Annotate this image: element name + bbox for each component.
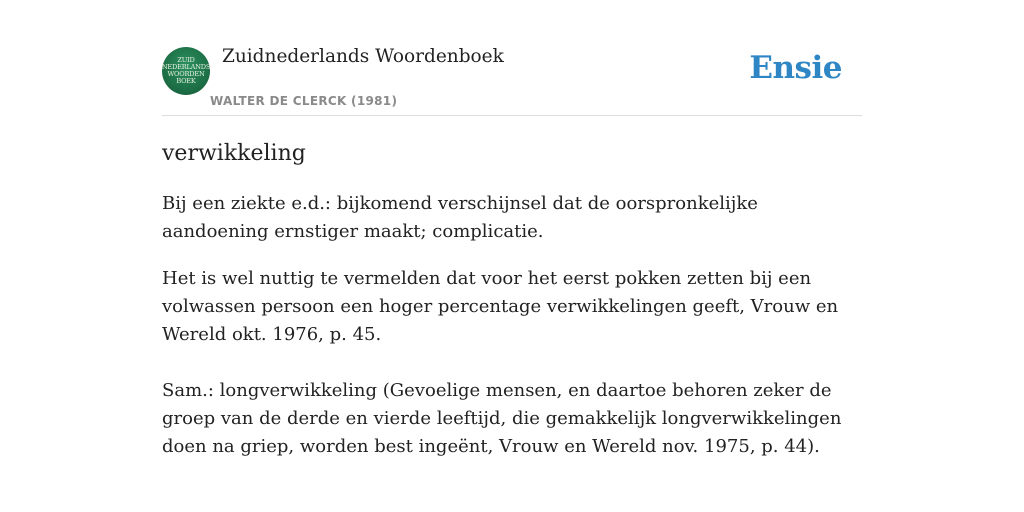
dictionary-header <box>162 46 862 116</box>
logo-line-2: NEDERLANDS <box>162 63 210 71</box>
dictionary-logo[interactable] <box>162 47 210 95</box>
ensie-brand-link[interactable]: Ensie <box>749 50 842 86</box>
logo-line-3: WOORDEN <box>167 70 205 78</box>
dictionary-author: WALTER DE CLERCK (1981) <box>210 94 398 108</box>
entry-headword: verwikkeling <box>162 141 306 166</box>
logo-line-1: ZUID <box>177 56 195 64</box>
entry-definition: Bij een ziekte e.d.: bijkomend verschijnsel dat de oorspronkelijke aandoening ernstiger maakt; complicatie. <box>162 193 758 242</box>
entry-example: Het is wel nuttig te vermelden dat voor het eerst pokken zetten bij een volwassen persoon een hoger percentage verwikkelingen geeft, Vrouw en Wereld okt. 1976, p. 45. <box>162 268 839 345</box>
entry-composites: Sam.: longverwikkeling (Gevoelige mensen, en daartoe behoren zeker de groep van de derde en vierde leeftijd, die gemakkelijk longverwikkelingen doen na griep, worden best ingeënt, Vrouw en Wereld nov. 1975, p. 44). <box>162 380 842 457</box>
entry-content <box>162 138 864 461</box>
dictionary-title-link[interactable]: Zuidnederlands Woordenboek <box>222 46 504 67</box>
logo-line-4: BOEK <box>176 77 196 85</box>
